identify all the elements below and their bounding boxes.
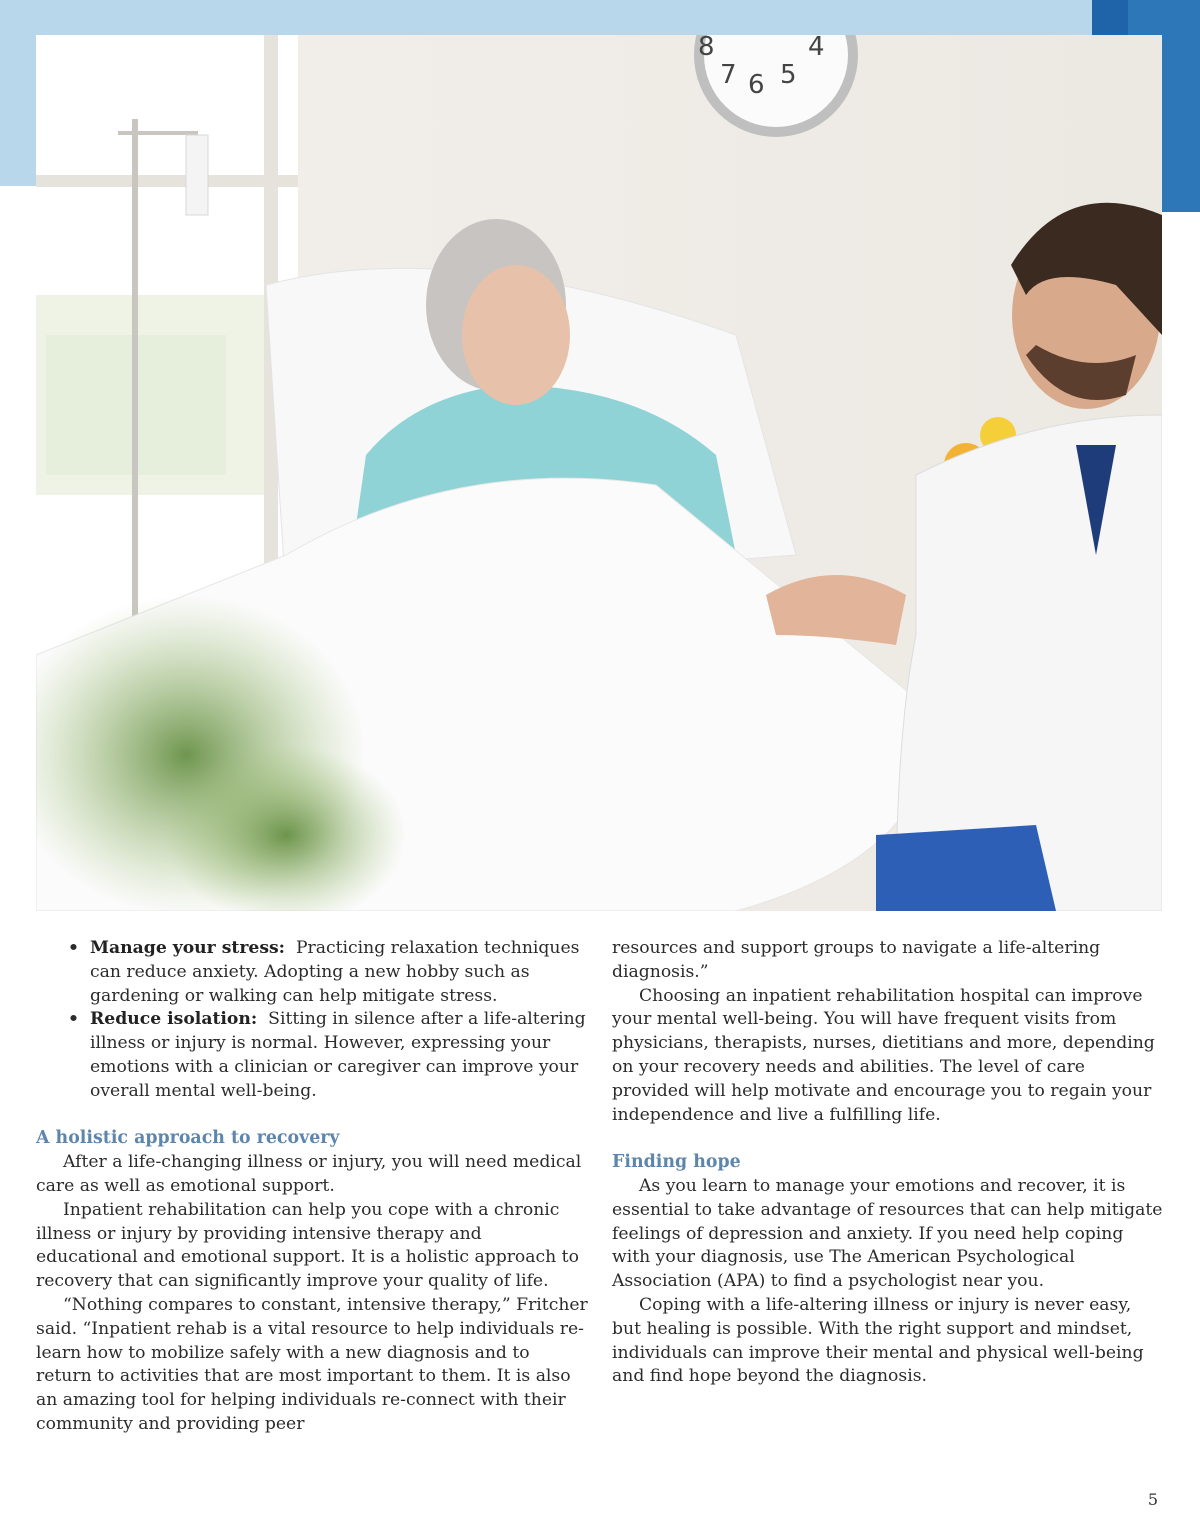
clock-number: 8 bbox=[698, 35, 715, 62]
body-paragraph: “Nothing compares to constant, intensive therapy,” Fritcher said. “Inpatient rehab is a vital resource to help individuals re-learn how to mobilize safely with a new diagnosis and to return to activities that are most important to them. It is also an amazing tool for helping individuals re-connect with their community and providing peer bbox=[36, 1294, 588, 1434]
clock-number: 4 bbox=[808, 35, 825, 62]
body-paragraph: Choosing an inpatient rehabilitation hospital can improve your mental well-being. You will have frequent visits from physicians, therapists, nurses, dietitians and more, depending on your recovery needs and abilities. The level of care provided will help motivate and encourage you to regain your independence and live a fulfilling life. bbox=[612, 985, 1155, 1125]
body-paragraph: Coping with a life-altering illness or injury is never easy, but healing is possible. With the right support and mindset, individuals can improve their mental and physical well-being and find hope beyond the diagnosis. bbox=[612, 1294, 1144, 1387]
body-paragraph: As you learn to manage your emotions and recover, it is essential to take advantage of resources that can help mitigate feelings of depression and anxiety. If you need help coping with your diagnosis, use The American Psychological Association (APA) to find a psychologist near you. bbox=[612, 1175, 1163, 1292]
bullet-text: Sitting in silence after a life-altering illness or injury is normal. However, expressing your emotions with a clinician or caregiver can improve your overall mental well-being. bbox=[90, 1009, 586, 1101]
bullet-term: Reduce isolation: bbox=[90, 1009, 258, 1030]
clock-number: 7 bbox=[720, 60, 737, 90]
left-color-band bbox=[0, 0, 36, 186]
bullet-text: Practicing relaxation techniques can reduce anxiety. Adopting a new hobby such as gardening or walking can help mitigate stress. bbox=[90, 938, 580, 1006]
right-column bbox=[612, 937, 1164, 1389]
tips-list bbox=[36, 937, 588, 1104]
body-paragraph-continued: resources and support groups to navigate a life-altering diagnosis.” bbox=[612, 938, 1101, 982]
body-paragraph: After a life-changing illness or injury, you will need medical care as well as emotional support. bbox=[36, 1152, 582, 1196]
list-item bbox=[68, 937, 588, 1008]
section-heading: A holistic approach to recovery bbox=[36, 1128, 340, 1149]
list-item bbox=[68, 1008, 588, 1103]
body-paragraph: Inpatient rehabilitation can help you cope with a chronic illness or injury by providing intensive therapy and educational and emotional support. It is a holistic approach to recovery that can significantly improve your quality of life. bbox=[36, 1199, 579, 1292]
hospital-visit-photo bbox=[36, 35, 1162, 911]
top-color-band bbox=[0, 0, 1092, 35]
bullet-icon: • bbox=[68, 938, 79, 958]
clock-number: 5 bbox=[780, 60, 797, 90]
section-heading: Finding hope bbox=[612, 1152, 741, 1173]
bullet-icon: • bbox=[68, 1009, 79, 1030]
clock-number: 6 bbox=[748, 70, 765, 100]
left-column bbox=[36, 937, 588, 1437]
page-number: 5 bbox=[1147, 1490, 1158, 1509]
bullet-term: Manage your stress: bbox=[90, 938, 286, 958]
